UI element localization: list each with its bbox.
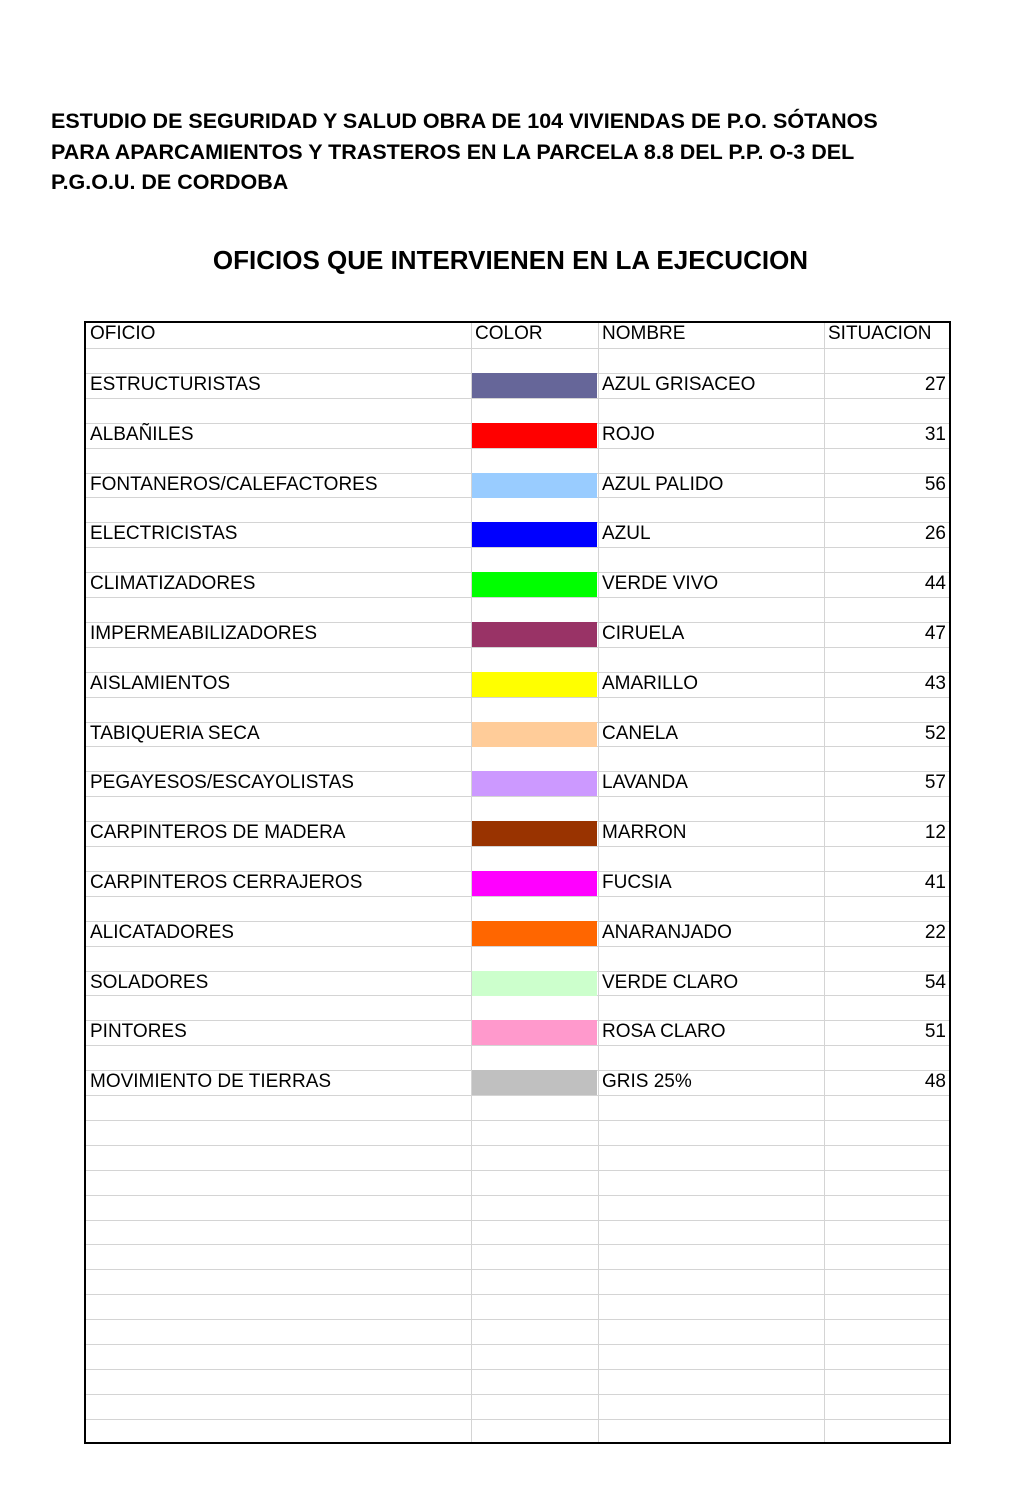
situacion-cell: 52 bbox=[924, 723, 946, 744]
header-situacion: SITUACION bbox=[828, 323, 932, 344]
section-title: OFICIOS QUE INTERVIENEN EN LA EJECUCION bbox=[212, 245, 809, 275]
oficio-cell: IMPERMEABILIZADORES bbox=[90, 623, 317, 644]
situacion-cell: 12 bbox=[924, 822, 946, 843]
row-gridline bbox=[86, 1045, 949, 1046]
row-gridline bbox=[86, 1319, 949, 1320]
color-swatch bbox=[472, 622, 597, 647]
column-divider bbox=[598, 323, 599, 1442]
row-gridline bbox=[86, 547, 949, 548]
nombre-cell: FUCSIA bbox=[602, 872, 672, 893]
color-swatch bbox=[472, 771, 597, 796]
oficio-cell: CARPINTEROS DE MADERA bbox=[90, 822, 346, 843]
header-nombre: NOMBRE bbox=[602, 323, 686, 344]
situacion-cell: 22 bbox=[924, 922, 946, 943]
nombre-cell: ANARANJADO bbox=[602, 922, 732, 943]
header-color: COLOR bbox=[475, 323, 543, 344]
color-swatch bbox=[472, 921, 597, 946]
color-swatch bbox=[472, 722, 597, 747]
row-gridline bbox=[86, 448, 949, 449]
oficio-cell: ALICATADORES bbox=[90, 922, 234, 943]
row-gridline bbox=[86, 1170, 949, 1171]
nombre-cell: ROJO bbox=[602, 424, 655, 445]
row-gridline bbox=[86, 796, 949, 797]
nombre-cell: CANELA bbox=[602, 723, 679, 744]
oficio-cell: AISLAMIENTOS bbox=[90, 673, 231, 694]
row-gridline bbox=[86, 1195, 949, 1196]
row-gridline bbox=[86, 597, 949, 598]
color-swatch bbox=[472, 971, 597, 996]
row-gridline bbox=[86, 1369, 949, 1370]
row-gridline bbox=[86, 1244, 949, 1245]
nombre-cell: CIRUELA bbox=[602, 623, 685, 644]
header-line-3: P.G.O.U. DE CORDOBA bbox=[51, 170, 289, 194]
row-gridline bbox=[86, 946, 949, 947]
oficio-cell: ESTRUCTURISTAS bbox=[90, 374, 261, 395]
nombre-cell: VERDE VIVO bbox=[602, 573, 719, 594]
row-gridline bbox=[86, 896, 949, 897]
oficio-cell: CARPINTEROS CERRAJEROS bbox=[90, 872, 363, 893]
nombre-cell: VERDE CLARO bbox=[602, 972, 739, 993]
oficio-cell: PEGAYESOS/ESCAYOLISTAS bbox=[90, 772, 354, 793]
row-gridline bbox=[86, 846, 949, 847]
situacion-cell: 56 bbox=[924, 474, 946, 495]
color-swatch bbox=[472, 1020, 597, 1045]
nombre-cell: AMARILLO bbox=[602, 673, 699, 694]
oficio-cell: MOVIMIENTO DE TIERRAS bbox=[90, 1071, 332, 1092]
situacion-cell: 51 bbox=[924, 1021, 946, 1042]
row-gridline bbox=[86, 348, 949, 349]
oficio-cell: ALBAÑILES bbox=[90, 424, 194, 445]
nombre-cell: AZUL GRISACEO bbox=[602, 374, 756, 395]
situacion-cell: 44 bbox=[924, 573, 946, 594]
row-gridline bbox=[86, 1095, 949, 1096]
row-gridline bbox=[86, 697, 949, 698]
oficio-cell: TABIQUERIA SECA bbox=[90, 723, 260, 744]
nombre-cell: GRIS 25% bbox=[602, 1071, 692, 1092]
nombre-cell: LAVANDA bbox=[602, 772, 688, 793]
row-gridline bbox=[86, 1145, 949, 1146]
situacion-cell: 26 bbox=[924, 523, 946, 544]
situacion-cell: 47 bbox=[924, 623, 946, 644]
situacion-cell: 48 bbox=[924, 1071, 946, 1092]
color-swatch bbox=[472, 572, 597, 597]
row-gridline bbox=[86, 1269, 949, 1270]
row-gridline bbox=[86, 1220, 949, 1221]
oficio-cell: PINTORES bbox=[90, 1021, 187, 1042]
situacion-cell: 27 bbox=[924, 374, 946, 395]
color-swatch bbox=[472, 423, 597, 448]
header-line-2: PARA APARCAMIENTOS Y TRASTEROS EN LA PARCELA 8.8 DEL P.P. O-3 DEL bbox=[51, 139, 855, 164]
row-gridline bbox=[86, 647, 949, 648]
nombre-cell: ROSA CLARO bbox=[602, 1021, 726, 1042]
column-divider bbox=[824, 323, 825, 1442]
color-swatch bbox=[472, 672, 597, 697]
nombre-cell: AZUL bbox=[602, 523, 651, 544]
situacion-cell: 41 bbox=[924, 872, 946, 893]
situacion-cell: 54 bbox=[924, 972, 946, 993]
row-gridline bbox=[86, 1419, 949, 1420]
color-swatch bbox=[472, 821, 597, 846]
row-gridline bbox=[86, 398, 949, 399]
nombre-cell: MARRON bbox=[602, 822, 687, 843]
header-oficio: OFICIO bbox=[90, 323, 156, 344]
color-swatch bbox=[472, 373, 597, 398]
row-gridline bbox=[86, 1344, 949, 1345]
situacion-cell: 57 bbox=[924, 772, 946, 793]
nombre-cell: AZUL PALIDO bbox=[602, 474, 724, 495]
situacion-cell: 43 bbox=[924, 673, 946, 694]
color-swatch bbox=[472, 871, 597, 896]
header-line-1: ESTUDIO DE SEGURIDAD Y SALUD OBRA DE 104 VIVIENDAS DE P.O. SÓTANOS bbox=[51, 109, 878, 133]
color-swatch bbox=[472, 473, 597, 498]
trades-table bbox=[84, 321, 951, 1444]
document-header bbox=[51, 106, 991, 198]
row-gridline bbox=[86, 1294, 949, 1295]
row-gridline bbox=[86, 1394, 949, 1395]
oficio-cell: FONTANEROS/CALEFACTORES bbox=[90, 474, 378, 495]
situacion-cell: 31 bbox=[924, 424, 946, 445]
color-swatch bbox=[472, 522, 597, 547]
oficio-cell: ELECTRICISTAS bbox=[90, 523, 238, 544]
color-swatch bbox=[472, 1070, 597, 1095]
oficio-cell: CLIMATIZADORES bbox=[90, 573, 256, 594]
row-gridline bbox=[86, 1120, 949, 1121]
oficio-cell: SOLADORES bbox=[90, 972, 209, 993]
